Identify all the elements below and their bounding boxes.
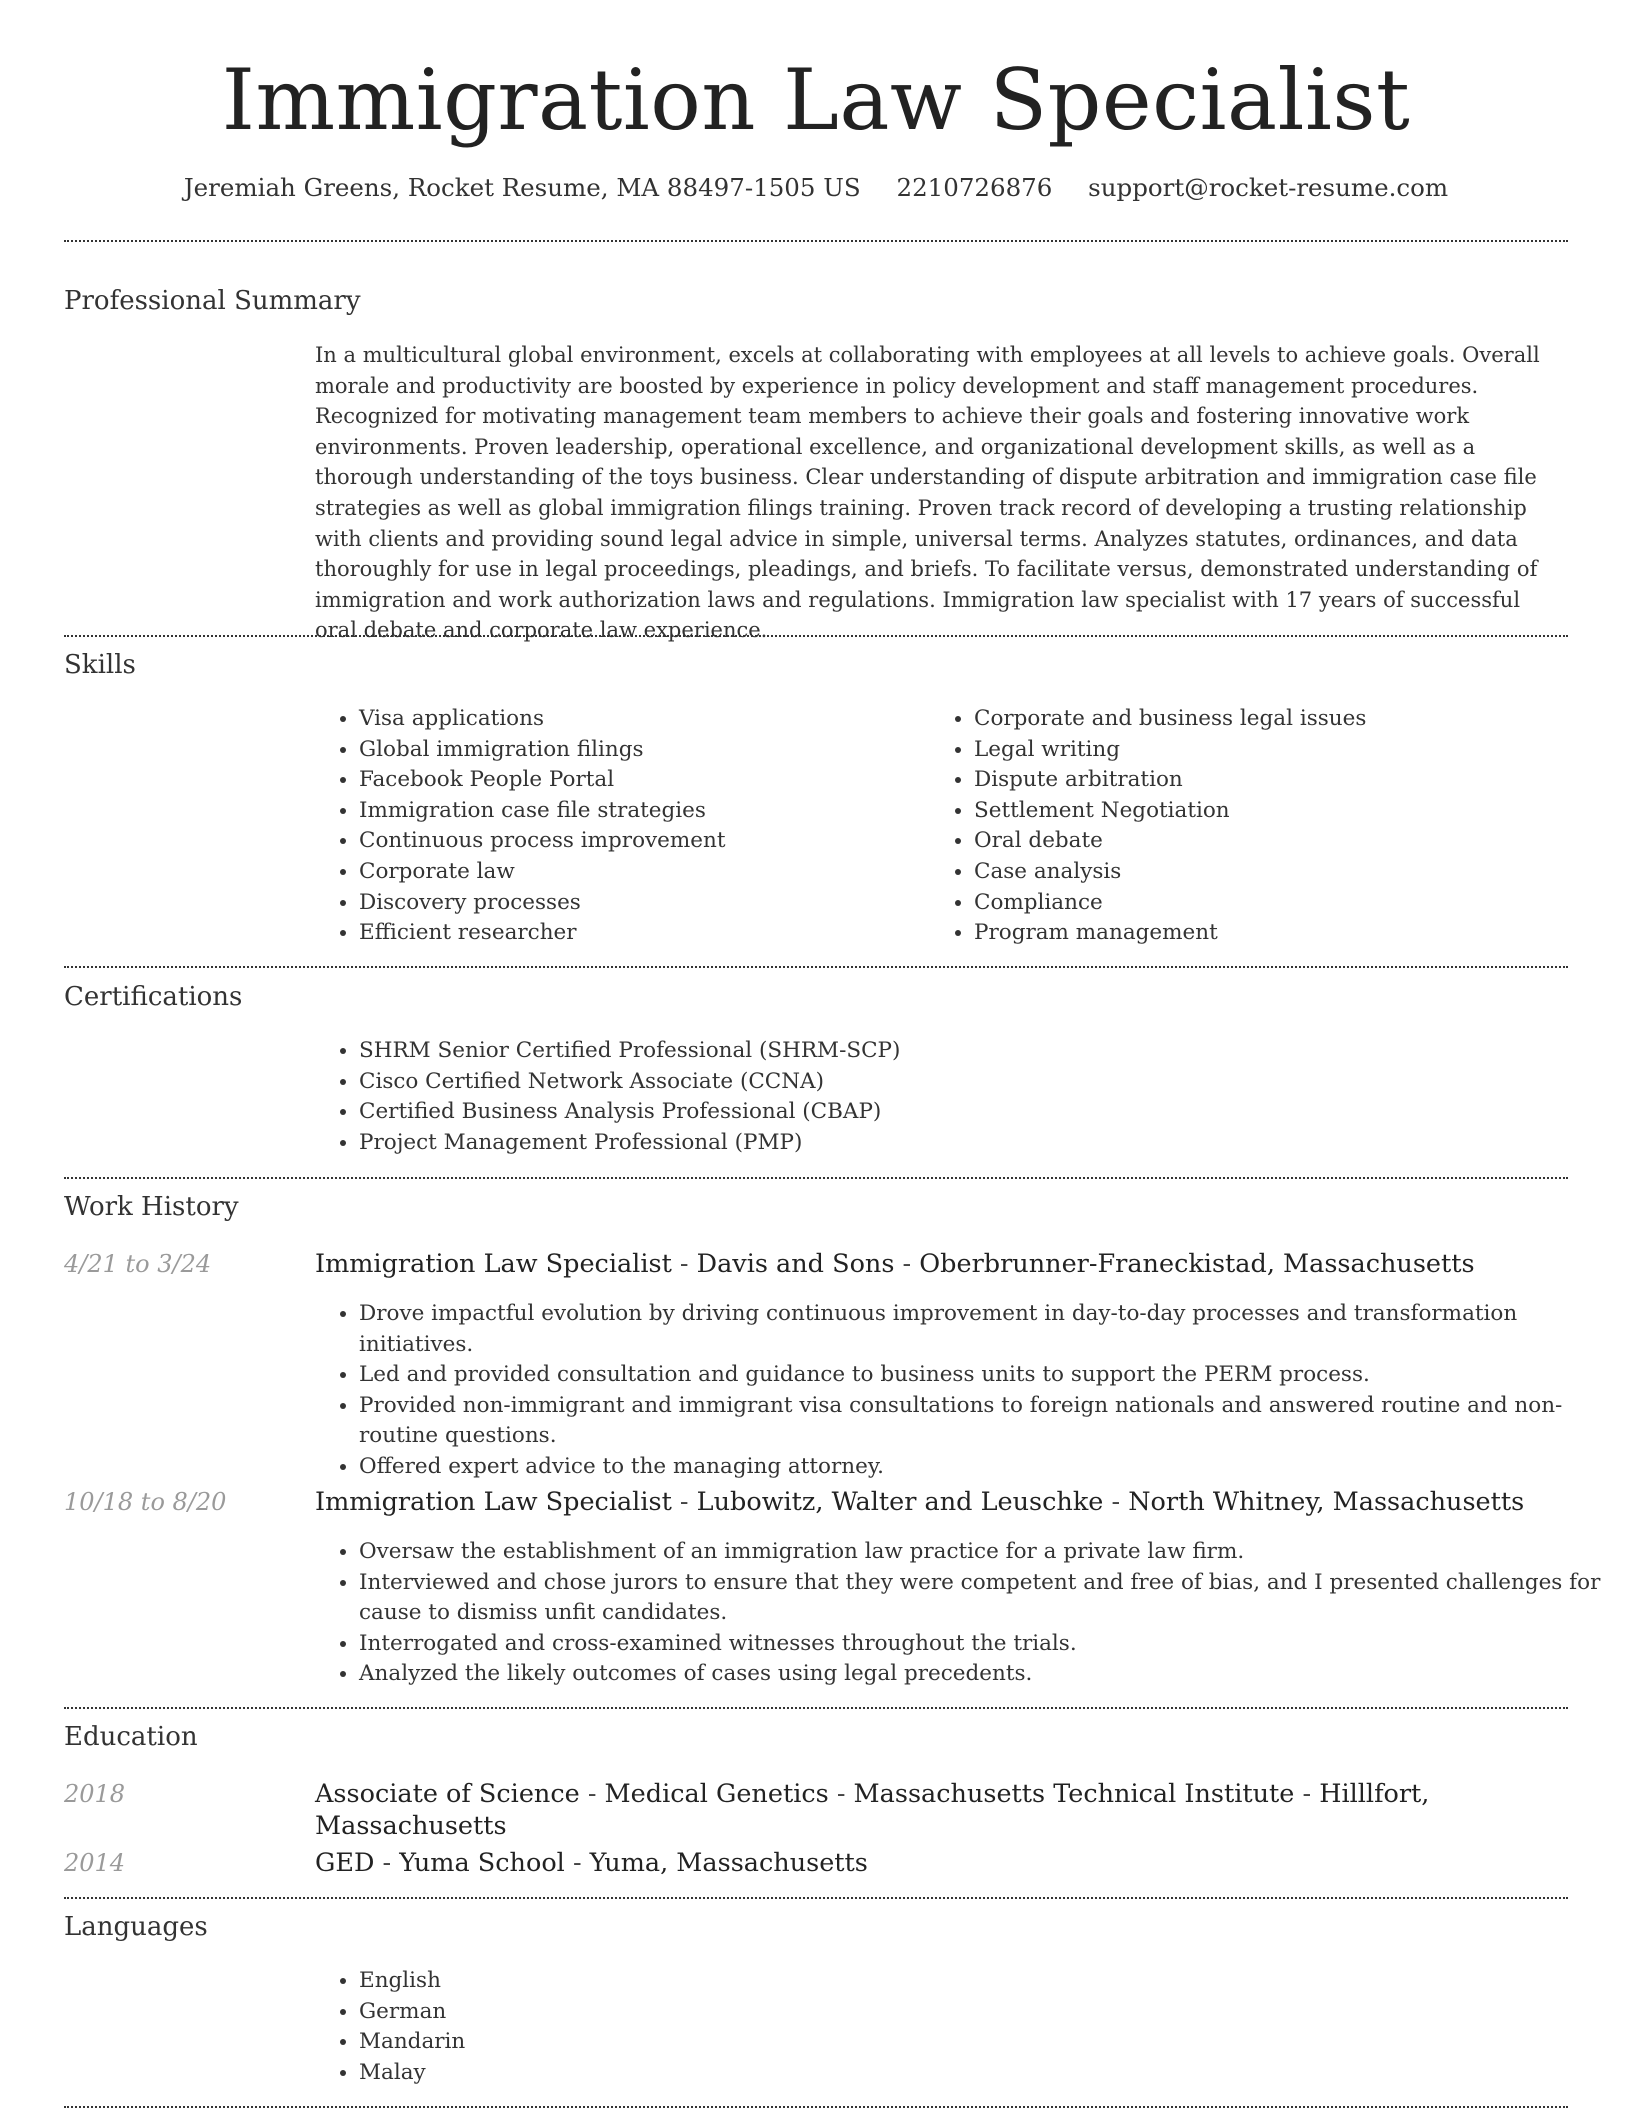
list-item: • Certified Business Analysis Professional (CBAP) (359, 1097, 1611, 1128)
education-year: 2014 (64, 1849, 126, 1877)
list-item: • Cisco Certified Network Associate (CCNA) (359, 1067, 1611, 1098)
summary-text: In a multicultural global environment, excels at collaborating with employees at all levels to achieve goals. Overall morale and productivity are boosted by experience in policy development and staff management procedures. Recognized for motivating management team members to achieve their goals and fostering innovative work environments. Proven leadership, operational excellence, and organizational development skills, as well as a thorough understanding of the toys business. Clear understanding of dispute arbitration and immigration case file strategies as well as global immigration filings training. Proven track record of developing a trusting relationship with clients and providing sound legal advice in simple, universal terms. Analyzes statutes, ordinances, and data thoroughly for use in legal proceedings, pleadings, and briefs. To facilitate versus, demonstrated understanding of immigration and work authorization laws and regulations. Immigration law specialist with 17 years of successful oral debate and corporate law experience. (315, 343, 1540, 643)
list-item: • Discovery processes (359, 888, 959, 919)
education-degree: GED (315, 1848, 375, 1878)
list-item: • Corporate law (359, 857, 959, 888)
divider (64, 966, 1568, 968)
list-item: • Oversaw the establishment of an immigration law practice for a private law firm. (359, 1537, 1611, 1568)
list-item: • Malay (359, 2058, 1611, 2089)
list-item: • Visa applications (359, 704, 959, 735)
separator: - (564, 1848, 590, 1878)
section-title-work-history: Work History (64, 1192, 239, 1222)
list-item: • Compliance (974, 888, 1574, 919)
list-item: • Mandarin (359, 2027, 1611, 2058)
job-heading (315, 1486, 1567, 1518)
education-school: Massachusetts Technical Institute (853, 1779, 1295, 1809)
education-location: Yuma, Massachusetts (589, 1848, 868, 1878)
list-item: • Oral debate (974, 826, 1574, 857)
job-location: North Whitney, Massachusetts (1128, 1487, 1525, 1517)
list-item: • Case analysis (974, 857, 1574, 888)
languages-list (315, 1966, 1611, 2088)
job-title: Immigration Law Specialist (315, 1249, 672, 1279)
job-bullets (315, 1299, 1611, 1483)
list-item: • Settlement Negotiation (974, 796, 1574, 827)
skills-list-left (315, 704, 959, 949)
contact-line (0, 172, 1632, 204)
divider (64, 2106, 1568, 2108)
list-item: • English (359, 1966, 1611, 1997)
job-title: Immigration Law Specialist (315, 1487, 672, 1517)
section-title-summary: Professional Summary (64, 286, 361, 316)
separator: - (1103, 1487, 1129, 1517)
list-item: • Immigration case file strategies (359, 796, 959, 827)
list-item: • Interrogated and cross-examined witnesses throughout the trials. (359, 1629, 1611, 1660)
list-item: • Analyzed the likely outcomes of cases using legal precedents. (359, 1659, 1611, 1690)
divider (64, 1177, 1568, 1179)
separator: - (374, 1848, 400, 1878)
job-company: Davis and Sons (696, 1249, 895, 1279)
contact-address: Jeremiah Greens, Rocket Resume, MA 88497-1505 US (183, 173, 861, 202)
list-item: • Project Management Professional (PMP) (359, 1128, 1611, 1159)
divider (64, 1707, 1568, 1709)
job-date: 4/21 to 3/24 (64, 1250, 212, 1278)
separator: - (828, 1779, 854, 1809)
list-item: • Offered expert advice to the managing attorney. (359, 1452, 1611, 1483)
list-item: • Global immigration filings (359, 735, 959, 766)
list-item: • Continuous process improvement (359, 826, 959, 857)
education-degree: Associate of Science (315, 1779, 580, 1809)
job-company: Lubowitz, Walter and Leuschke (696, 1487, 1104, 1517)
section-title-education: Education (64, 1722, 198, 1752)
list-item: • Program management (974, 918, 1574, 949)
resume-name: Immigration Law Specialist (221, 51, 1411, 149)
section-title-certifications: Certifications (64, 982, 243, 1012)
divider (64, 1897, 1568, 1899)
section-title-languages: Languages (64, 1912, 208, 1942)
divider (64, 240, 1568, 242)
education-heading (315, 1847, 1567, 1879)
separator: - (671, 1487, 697, 1517)
list-item: • Provided non-immigrant and immigrant visa consultations to foreign nationals and answered routine and non-routine questions. (359, 1391, 1611, 1452)
list-item: • Drove impactful evolution by driving continuous improvement in day-to-day processes and transformation initiatives. (359, 1299, 1611, 1360)
list-item: • Efficient researcher (359, 918, 959, 949)
divider (64, 635, 1568, 637)
separator: - (1294, 1779, 1320, 1809)
list-item: • Corporate and business legal issues (974, 704, 1574, 735)
separator: - (894, 1249, 920, 1279)
separator: - (579, 1779, 605, 1809)
job-bullets (315, 1537, 1611, 1690)
list-item: • SHRM Senior Certified Professional (SHRM-SCP) (359, 1036, 1611, 1067)
list-item: • Facebook People Portal (359, 765, 959, 796)
list-item: • Interviewed and chose jurors to ensure that they were competent and free of bias, and I presented challenges for cause to dismiss unfit candidates. (359, 1568, 1611, 1629)
education-field: Medical Genetics (604, 1779, 829, 1809)
list-item: • Dispute arbitration (974, 765, 1574, 796)
contact-email: support@rocket-resume.com (1088, 173, 1449, 202)
job-heading (315, 1248, 1567, 1280)
education-heading (315, 1778, 1567, 1842)
contact-phone: 2210726876 (896, 173, 1053, 202)
education-year: 2018 (64, 1780, 126, 1808)
list-item: • Led and provided consultation and guidance to business units to support the PERM process. (359, 1360, 1611, 1391)
section-title-skills: Skills (64, 650, 136, 680)
separator: - (671, 1249, 697, 1279)
education-location: Hilllfort, Massachusetts (315, 1779, 1430, 1841)
skills-list-right (930, 704, 1574, 949)
list-item: • German (359, 1997, 1611, 2028)
job-location: Oberbrunner-Franeckistad, Massachusetts (919, 1249, 1475, 1279)
job-date: 10/18 to 8/20 (64, 1488, 227, 1516)
education-school: Yuma School (399, 1848, 565, 1878)
list-item: • Legal writing (974, 735, 1574, 766)
certifications-list (315, 1036, 1611, 1158)
